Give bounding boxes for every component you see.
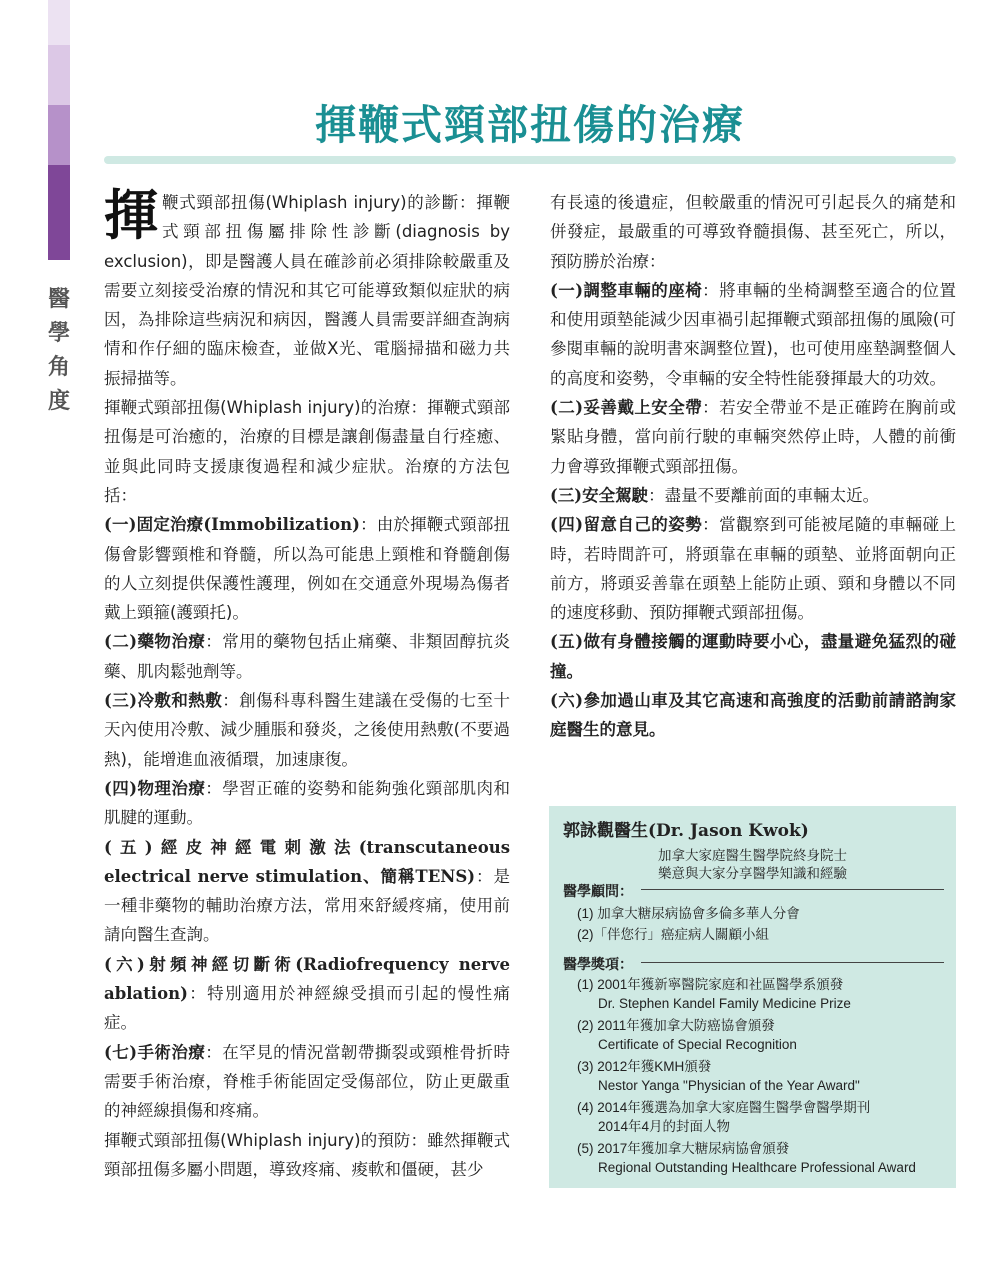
- prevention-heading: (三)安全駕駛: [550, 485, 649, 505]
- prevention-item: [550, 276, 956, 393]
- treatment-text: ：特別適用於神經線受損而引起的慢性痛症。: [104, 984, 510, 1033]
- award-en: Certificate of Special Recognition: [598, 1037, 797, 1052]
- section-color-bar: [48, 0, 70, 260]
- treatment-heading: (四)物理治療: [104, 778, 206, 798]
- left-column: [104, 184, 510, 1184]
- author-credential: 加拿大家庭醫生醫學院終身院士: [658, 848, 847, 863]
- treatment-item: [104, 1038, 510, 1126]
- award-en: Regional Outstanding Healthcare Professional Award: [598, 1160, 916, 1175]
- award-item: [577, 1057, 860, 1095]
- treatment-heading: (三)冷敷和熱敷: [104, 691, 223, 711]
- author-credential: 樂意與大家分享醫學知識和經驗: [658, 866, 847, 881]
- awards-heading: 醫學獎項：: [563, 956, 633, 972]
- prevention-text: ：當觀察到可能被尾隨的車輛碰上時，若時間許可，將頭靠在車輛的頭墊、並將面朝向正前方，將頭妥善靠在頭墊上能防止頭、頸和身體以不同的速度移動、預防揮鞭式頸部扭傷。: [550, 515, 956, 623]
- color-bar-segment: [48, 105, 70, 165]
- title-divider: [104, 156, 956, 164]
- prevention-item: (六)參加過山車及其它高速和高強度的活動前請諮詢家庭醫生的意見。: [550, 691, 956, 740]
- award-zh: (4) 2014年獲選為加拿大家庭醫生醫學會醫學期刊: [577, 1100, 871, 1115]
- treatment-item: [104, 950, 510, 1038]
- advisor-item: (2)「伴您行」癌症病人關顧小組: [577, 927, 769, 942]
- page-number: 16: [50, 262, 68, 276]
- prevention-item: (五)做有身體接觸的運動時要小心，盡量避免猛烈的碰撞。: [550, 632, 956, 681]
- prevention-text: ：將車輛的坐椅調整至適合的位置和使用頭墊能減少因車禍引起揮鞭式頸部扭傷的風險(可參閱車輛的說明書來調整位置)，也可使用座墊調整個人的高度和姿勢，令車輛的安全特性能發揮最大的功效。: [550, 280, 956, 388]
- diagnosis-paragraph: [104, 184, 510, 393]
- award-zh: (1) 2001年獲新寧醫院家庭和社區醫學系頒發: [577, 977, 844, 992]
- treatment-text: ：在罕見的情況當韌帶撕裂或頸椎骨折時需要手術治療，脊椎手術能固定受傷部位，防止更嚴重的神經線損傷和疼痛。: [104, 1042, 510, 1121]
- treatment-item: [104, 627, 510, 686]
- drop-cap: 揮: [104, 184, 158, 247]
- award-en: Dr. Stephen Kandel Family Medicine Prize: [598, 996, 851, 1011]
- prevention-item: [550, 481, 956, 510]
- prevention-heading: (一)調整車輛的座椅: [550, 280, 703, 300]
- treatment-heading: (五)經皮神經電刺激法(transcutaneous electrical nerve stimulation、簡稱TENS): [104, 837, 510, 886]
- treatment-text: ：學習正確的姿勢和能夠強化頸部肌肉和肌腱的運動。: [104, 778, 510, 828]
- award-en: Nestor Yanga "Physician of the Year Award": [598, 1078, 860, 1093]
- treatment-item: [104, 833, 510, 950]
- treatment-text: ：創傷科專科醫生建議在受傷的七至十天內使用冷敷、減少腫脹和發炎，之後使用熱敷(不要過熱)，能增進血液循環，加速康復。: [104, 691, 510, 769]
- advisor-item: (1) 加拿大糖尿病協會多倫多華人分會: [577, 906, 800, 921]
- award-zh: (5) 2017年獲加拿大糖尿病協會頒發: [577, 1141, 790, 1156]
- treatment-heading: (六)射頻神經切斷術(Radiofrequency nerve ablation): [104, 954, 510, 1004]
- author-bio-box: [549, 806, 956, 1188]
- treatment-text: ：是一種非藥物的輔助治療方法，常用來舒緩疼痛，使用前請向醫生查詢。: [104, 866, 510, 945]
- treatment-intro: 揮鞭式頸部扭傷(Whiplash injury)的治療：揮鞭式頸部扭傷是可治癒的，治療的目標是讓創傷盡量自行痊癒、並與此同時支援康復過程和減少症狀。治療的方法包括：: [104, 398, 510, 505]
- author-name: 郭詠觀醫生(Dr. Jason Kwok): [563, 821, 809, 841]
- prevention-continued: 有長遠的後遺症，但較嚴重的情況可引起長久的痛楚和併發症，最嚴重的可導致脊髓損傷、甚至死亡，所以，預防勝於治療：: [550, 193, 956, 271]
- treatment-item: [104, 510, 510, 627]
- prevention-item: [550, 393, 956, 481]
- divider-line: [641, 889, 944, 890]
- award-item: [577, 1098, 870, 1136]
- award-en: 2014年4月的封面人物: [598, 1119, 731, 1134]
- color-bar-segment: [48, 45, 70, 105]
- treatment-text: ：由於揮鞭式頸部扭傷會影響頸椎和脊髓，所以為可能患上頸椎和脊髓創傷的人立刻提供保護性護理，例如在交通意外現場為傷者戴上頸箍(護頸托)。: [104, 515, 510, 623]
- divider-line: [641, 962, 944, 963]
- right-column: [550, 188, 956, 745]
- paragraph-text: 鞭式頸部扭傷(Whiplash injury)的診斷：揮鞭式頸部扭傷屬排除性診斷(diagnosis by exclusion)，即是醫護人員在確診前必須排除較嚴重及需要立刻接受治療的情況和其它可能導致類似症狀的病因，為排除這些病況和病因，醫護人員需要詳細查詢病情和作仔細的臨床檢查，並做X光、電腦掃描和磁力共振掃描等。: [104, 193, 510, 388]
- treatment-item: [104, 686, 510, 774]
- treatment-heading: (二)藥物治療: [104, 632, 206, 652]
- award-item: [577, 975, 851, 1013]
- treatment-heading: (一)固定治療(Immobilization): [104, 515, 360, 535]
- treatment-text: ：常用的藥物包括止痛藥、非類固醇抗炎藥、肌肉鬆弛劑等。: [104, 632, 510, 681]
- treatment-item: [104, 774, 510, 833]
- award-item: [577, 1016, 797, 1054]
- prevention-heading: (四)留意自己的姿勢: [550, 515, 703, 535]
- prevention-text: ：盡量不要離前面的車輛太近。: [648, 485, 880, 505]
- award-zh: (3) 2012年獲KMH頒發: [577, 1059, 712, 1074]
- prevention-intro: 揮鞭式頸部扭傷(Whiplash injury)的預防：雖然揮鞭式頸部扭傷多屬小問題，導致疼痛、痠軟和僵硬，甚少: [104, 1130, 510, 1179]
- section-name: 醫 學 角 度: [47, 286, 70, 414]
- award-zh: (2) 2011年獲加拿大防癌協會頒發: [577, 1018, 775, 1033]
- advisor-heading: 醫學顧問：: [563, 883, 633, 899]
- prevention-text: ：若安全帶並不是正確跨在胸前或緊貼身體，當向前行駛的車輛突然停止時，人體的前衝力會導致揮鞭式頸部扭傷。: [550, 398, 956, 476]
- color-bar-segment: [48, 165, 70, 260]
- award-item: [577, 1139, 916, 1177]
- color-bar-segment: [48, 0, 70, 45]
- article-title: 揮鞭式頸部扭傷的治療: [315, 101, 745, 149]
- treatment-heading: (七)手術治療: [104, 1042, 206, 1062]
- prevention-item: [550, 510, 956, 627]
- prevention-heading: (二)妥善戴上安全帶: [550, 398, 703, 418]
